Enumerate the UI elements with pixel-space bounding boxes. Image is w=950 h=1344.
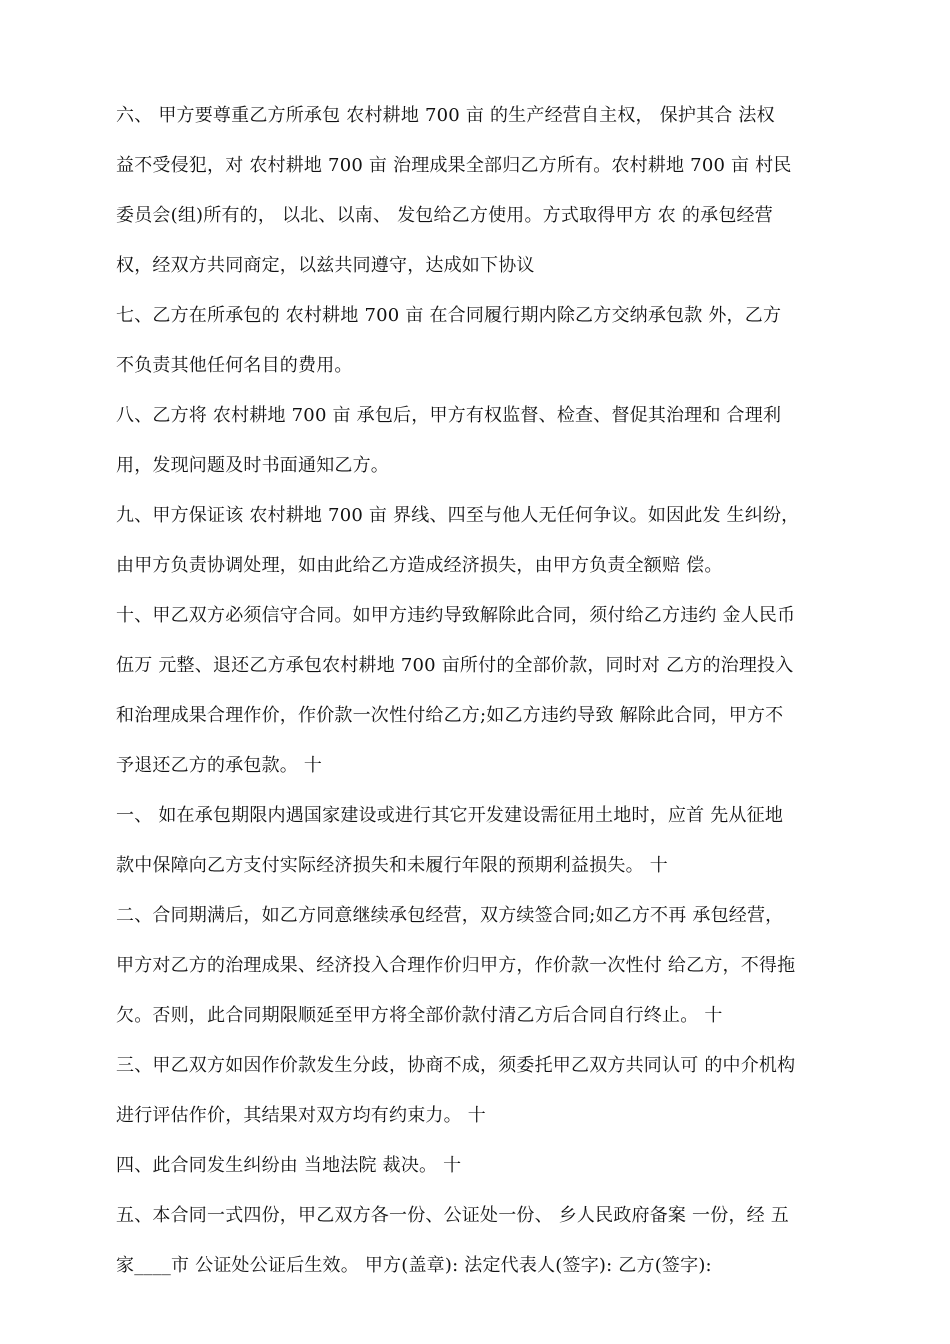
text-line: 权，经双方共同商定，以兹共同遵守，达成如下协议 — [116, 255, 535, 276]
text-line: 七、乙方在所承包的 农村耕地 700 亩 在合同履行期内除乙方交纳承包款 外，乙方 — [116, 305, 782, 326]
text-line: 不负责其他任何名目的费用。 — [116, 355, 353, 376]
text-line: 十、甲乙双方必须信守合同。如甲方违约导致解除此合同，须付给乙方违约 金人民币 — [116, 605, 796, 626]
text-line: 进行评估作价，其结果对双方均有约束力。 十 — [116, 1105, 486, 1126]
text-line: 四、此合同发生纠纷由 当地法院 裁决。 十 — [116, 1155, 462, 1176]
text-line: 三、甲乙双方如因作价款发生分歧，协商不成，须委托甲乙双方共同认可 的中介机构 — [116, 1055, 796, 1076]
text-line: 二、合同期满后，如乙方同意继续承包经营，双方续签合同;如乙方不再 承包经营， — [116, 905, 784, 926]
text-line: 由甲方负责协调处理，如由此给乙方造成经济损失，由甲方负责全额赔 偿。 — [116, 555, 723, 576]
text-line: 家____市 公证处公证后生效。 甲方(盖章): 法定代表人(签字): 乙方(签字): — [116, 1255, 712, 1276]
text-line: 予退还乙方的承包款。 十 — [116, 755, 323, 776]
text-line: 益不受侵犯，对 农村耕地 700 亩 治理成果全部归乙方所有。农村耕地 700 亩 村民 — [116, 155, 792, 176]
text-line: 欠。否则，此合同期限顺延至甲方将全部价款付清乙方后合同自行终止。 十 — [116, 1005, 723, 1026]
text-line: 伍万 元整、退还乙方承包农村耕地 700 亩所付的全部价款，同时对 乙方的治理投入 — [116, 655, 794, 676]
text-line: 一、 如在承包期限内遇国家建设或进行其它开发建设需征用土地时，应首 先从征地 — [116, 805, 784, 826]
text-line: 五、本合同一式四份，甲乙双方各一份、公证处一份、 乡人民政府备案 一份，经 五 — [116, 1205, 789, 1226]
text-line: 六、 甲方要尊重乙方所承包 农村耕地 700 亩 的生产经营自主权， 保护其合 法权 — [116, 105, 775, 126]
text-line: 甲方对乙方的治理成果、经济投入合理作价归甲方，作价款一次性付 给乙方，不得拖 — [116, 955, 796, 976]
text-line: 八、乙方将 农村耕地 700 亩 承包后，甲方有权监督、检查、督促其治理和 合理利 — [116, 405, 782, 426]
text-line: 委员会(组)所有的， 以北、以南、 发包给乙方使用。方式取得甲方 农 的承包经营 — [116, 205, 773, 226]
text-line: 九、甲方保证该 农村耕地 700 亩 界线、四至与他人无任何争议。如因此发 生纠纷， — [116, 505, 800, 526]
text-line: 用，发现问题及时书面通知乙方。 — [116, 455, 389, 476]
text-line: 款中保障向乙方支付实际经济损失和未履行年限的预期利益损失。 十 — [116, 855, 668, 876]
text-line: 和治理成果合理作价，作价款一次性付给乙方;如乙方违约导致 解除此合同，甲方不 — [116, 705, 784, 726]
